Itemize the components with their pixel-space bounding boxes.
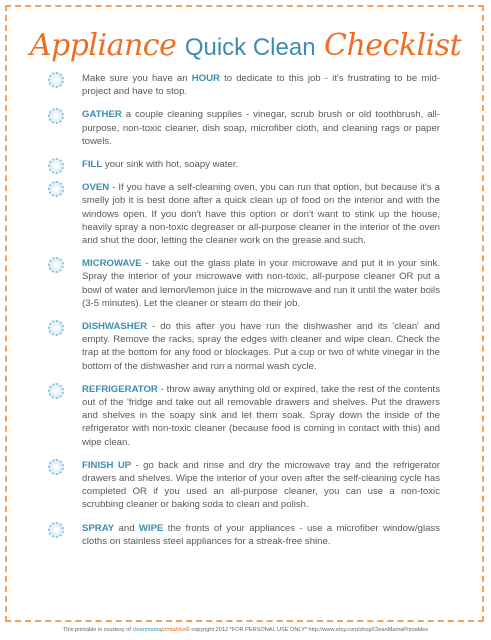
checkbox-icon[interactable] [48, 158, 64, 174]
checkbox-icon[interactable] [48, 108, 64, 124]
item-text-pre: Make sure you have an [82, 73, 192, 84]
item-text: the fronts of your appliances - use a microfiber window/glass cloths on stainless steel appliances for a streak-free shine. [82, 522, 440, 547]
item-keyword: FILL [82, 159, 103, 171]
item-keyword: FINISH UP [82, 459, 132, 471]
item-text: - do this after you have run the dishwasher and its 'clean' and empty. Remove the racks, spray the edges with cleaner and wipe clean. Check the trap at the bottom for any food or blockages. Put a cup or two of white vinegar in the bottom of the dishwasher and run a normal wash cycle. [82, 321, 440, 372]
item-keyword-2: WIPE [138, 522, 164, 534]
checklist-item-hour [48, 72, 440, 98]
footer-prefix: This printable is courtesy of [62, 627, 133, 633]
checkbox-icon[interactable] [48, 320, 64, 336]
item-keyword: REFRIGERATOR [82, 383, 158, 395]
item-text: a couple cleaning supplies - vinegar, scrub brush or old toothbrush, all-purpose, non-toxic cleaner, dish soap, microfiber cloth, and cleaning rags or paper towels. [82, 109, 440, 147]
checklist-item-finish-up [48, 459, 440, 512]
checkbox-icon[interactable] [48, 522, 64, 538]
title-part-quick-clean: Quick Clean [184, 34, 316, 61]
checklist-item-spray-wipe [48, 522, 440, 548]
footer-suffix: © copyright 2012 *FOR PERSONAL USE ONLY* http://www.etsy.com/shop/CleanMamaPrintables [185, 627, 429, 633]
footer-brand: cleanmama [132, 627, 162, 633]
title-part-checklist: Checklist [324, 28, 462, 63]
item-keyword: HOUR [191, 73, 220, 84]
item-keyword: OVEN [82, 182, 110, 194]
item-text: your sink with hot, soapy water. [102, 159, 239, 171]
checkbox-icon[interactable] [48, 181, 64, 197]
page-title [0, 28, 491, 63]
item-text: - take out the glass plate in your microwave and put it in your sink. Spray the interior of your microwave with non-toxic, all-purpose cleaner OR put a bowl of water and lemon/lemon juice in the microwave and run it until the water boils (3-5 minutes). Let the cleaner or steam do their job. [82, 258, 440, 309]
item-text: - If you have a self-cleaning oven, you can run that option, but because it's a smelly job it is best done after a quick clean up of food on the interior and with the windows open. If you don't have this option or don't want to stink up the house, heavily spray a non-toxic degreaser or all-purpose cleaner in the interior of the oven and shut the door, letting the cleaner work on the grease and such. [82, 182, 440, 247]
checklist-item-oven [48, 181, 440, 247]
checklist-item-refrigerator [48, 383, 440, 449]
checklist-item-microwave [48, 257, 440, 310]
checkbox-icon[interactable] [48, 383, 64, 399]
title-part-appliance: Appliance [29, 28, 177, 63]
item-text-mid: and [114, 522, 139, 534]
checkbox-icon[interactable] [48, 72, 64, 88]
checkbox-icon[interactable] [48, 257, 64, 273]
item-text: - go back and rinse and dry the microwave tray and the refrigerator drawers and shelves. Wipe the interior of your oven after the self-cleaning cycle has completed OR if you used an all-purpose cleaner, you can use a non-toxic scrubbing cleaner or baking soda to clean and polish. [82, 459, 440, 511]
footer-credit [0, 627, 491, 633]
item-keyword: DISHWASHER [82, 321, 148, 333]
footer-printables: printables [161, 627, 186, 633]
checklist [48, 72, 440, 558]
item-text: - throw away anything old or expired, take the rest of the contents out of the 'fridge and take out all removable drawers and shelves. Put the drawers and shelves in the soapy sink and let them soak. Spray down the inside of the refrigerator with non-toxic cleaner (because food is coming in contact with this) and wipe clean. [82, 383, 440, 448]
item-keyword: MICROWAVE [82, 258, 142, 270]
checklist-item-gather [48, 108, 440, 148]
checklist-item-fill [48, 158, 440, 171]
checklist-item-dishwasher [48, 320, 440, 373]
item-text: to dedicate to this job - it's frustrating to be mid-project and have to stop. [82, 73, 440, 98]
item-keyword: GATHER [82, 109, 122, 121]
checkbox-icon[interactable] [48, 459, 64, 475]
item-keyword: SPRAY [82, 522, 115, 534]
